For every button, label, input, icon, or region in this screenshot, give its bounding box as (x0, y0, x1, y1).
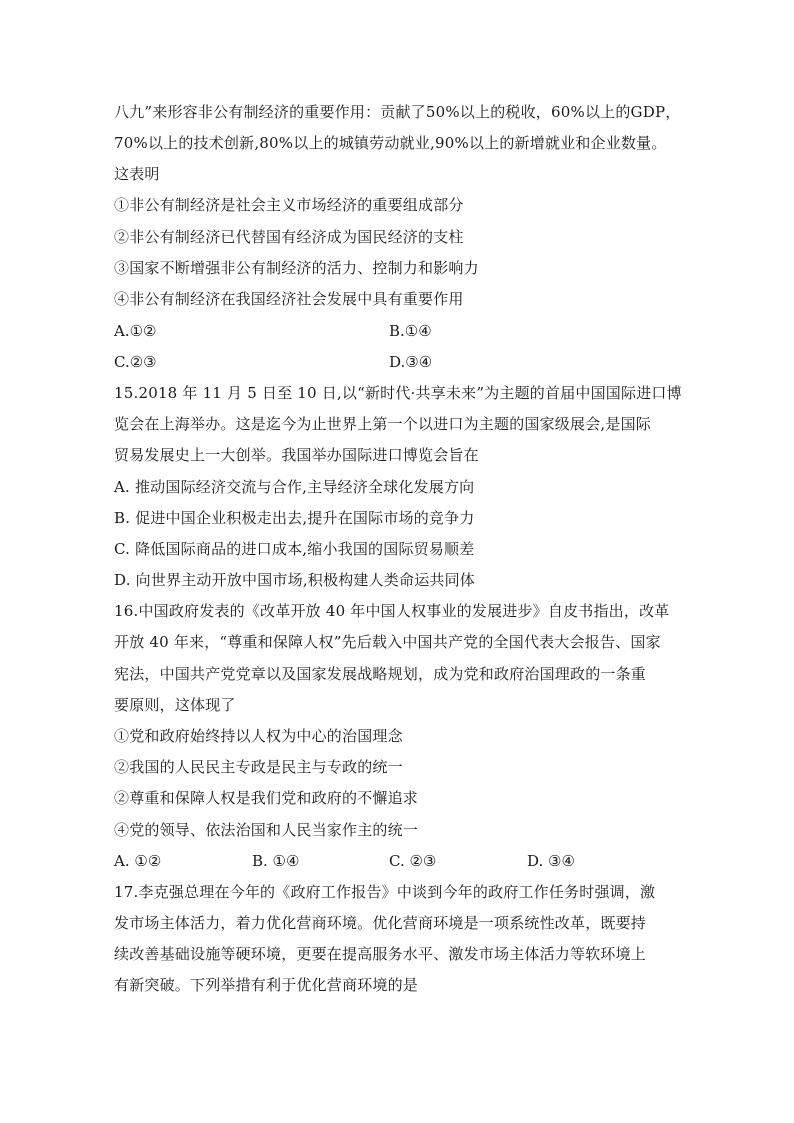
q14-item-1: ①非公有制经济是社会主义市场经济的重要组成部分 (114, 196, 464, 214)
q17-stem-line-4: 有新突破。下列举措有利于优化营商环境的是 (114, 976, 419, 994)
q16-stem-line-4: 要原则，这体现了 (114, 696, 236, 714)
q15-stem-line-3: 贸易发展史上一大创举。我国举办国际进口博览会旨在 (114, 446, 479, 464)
q17-stem-line-2: 发市场主体活力，着力优化营商环境。优化营商环境是一项系统性改革，既要持 (114, 914, 647, 932)
q17-stem-line-3: 续改善基础设施等硬环境，更要在提高服务水平、激发市场主体活力等软环境上 (114, 945, 647, 963)
q16-stem-line-2: 开放 40 年来，“尊重和保障人权”先后载入中国共产党的全国代表大会报告、国家 (114, 633, 661, 651)
q14-item-2: ②非公有制经济已代替国有经济成为国民经济的支柱 (114, 228, 464, 246)
q16-option-c: C. ②③ (389, 852, 437, 870)
q14-option-a: A.①② (114, 322, 157, 340)
q16-option-b: B. ①④ (252, 852, 300, 870)
q16-item-1: ①党和政府始终持以人权为中心的治国理念 (114, 727, 403, 745)
q14-stem-line-2: 70%以上的技术创新,80%以上的城镇劳动就业,90%以上的新增就业和企业数量。 (114, 134, 667, 152)
q16-option-d: D. ③④ (527, 852, 575, 870)
q15-stem-line-1: 15.2018 年 11 月 5 日至 10 日,以“新时代·共享未来”为主题的首届中国国际进口博 (114, 384, 682, 402)
q15-option-c: C. 降低国际商品的进口成本,缩小我国的国际贸易顺差 (114, 540, 475, 558)
q16-option-a: A. ①② (114, 852, 162, 870)
q16-item-2: ②我国的人民民主专政是民主与专政的统一 (114, 758, 403, 776)
q15-option-a: A. 推动国际经济交流与合作,主导经济全球化发展方向 (114, 478, 475, 496)
q16-item-3: ②尊重和保障人权是我们党和政府的不懈追求 (114, 789, 419, 807)
q14-item-4: ④非公有制经济在我国经济社会发展中具有重要作用 (114, 290, 464, 308)
q14-stem-line-3: 这表明 (114, 165, 160, 183)
q14-option-b: B.①④ (389, 322, 432, 340)
q16-item-4: ④党的领导、依法治国和人民当家作主的统一 (114, 821, 419, 839)
q14-option-c: C.②③ (114, 353, 157, 371)
q14-option-d: D.③④ (389, 353, 433, 371)
q15-stem-line-2: 览会在上海举办。这是迄今为止世界上第一个以进口为主题的国家级展会,是国际 (114, 415, 651, 433)
q15-option-b: B. 促进中国企业积极走出去,提升在国际市场的竞争力 (114, 509, 475, 527)
q16-stem-line-3: 宪法，中国共产党党章以及国家发展战略规划，成为党和政府治国理政的一条重 (114, 665, 647, 683)
q17-stem-line-1: 17.李克强总理在今年的《政府工作报告》中谈到今年的政府工作任务时强调，激 (114, 883, 656, 901)
q14-stem-line-1: 八九”来形容非公有制经济的重要作用：贡献了50%以上的税收，60%以上的GDP， (114, 103, 681, 121)
q16-stem-line-1: 16.中国政府发表的《改革开放 40 年中国人权事业的发展进步》自皮书指出，改革 (114, 602, 670, 620)
q15-option-d: D. 向世界主动开放中国市场,积极构建人类命运共同体 (114, 571, 475, 589)
q14-item-3: ③国家不断增强非公有制经济的活力、控制力和影响力 (114, 259, 479, 277)
